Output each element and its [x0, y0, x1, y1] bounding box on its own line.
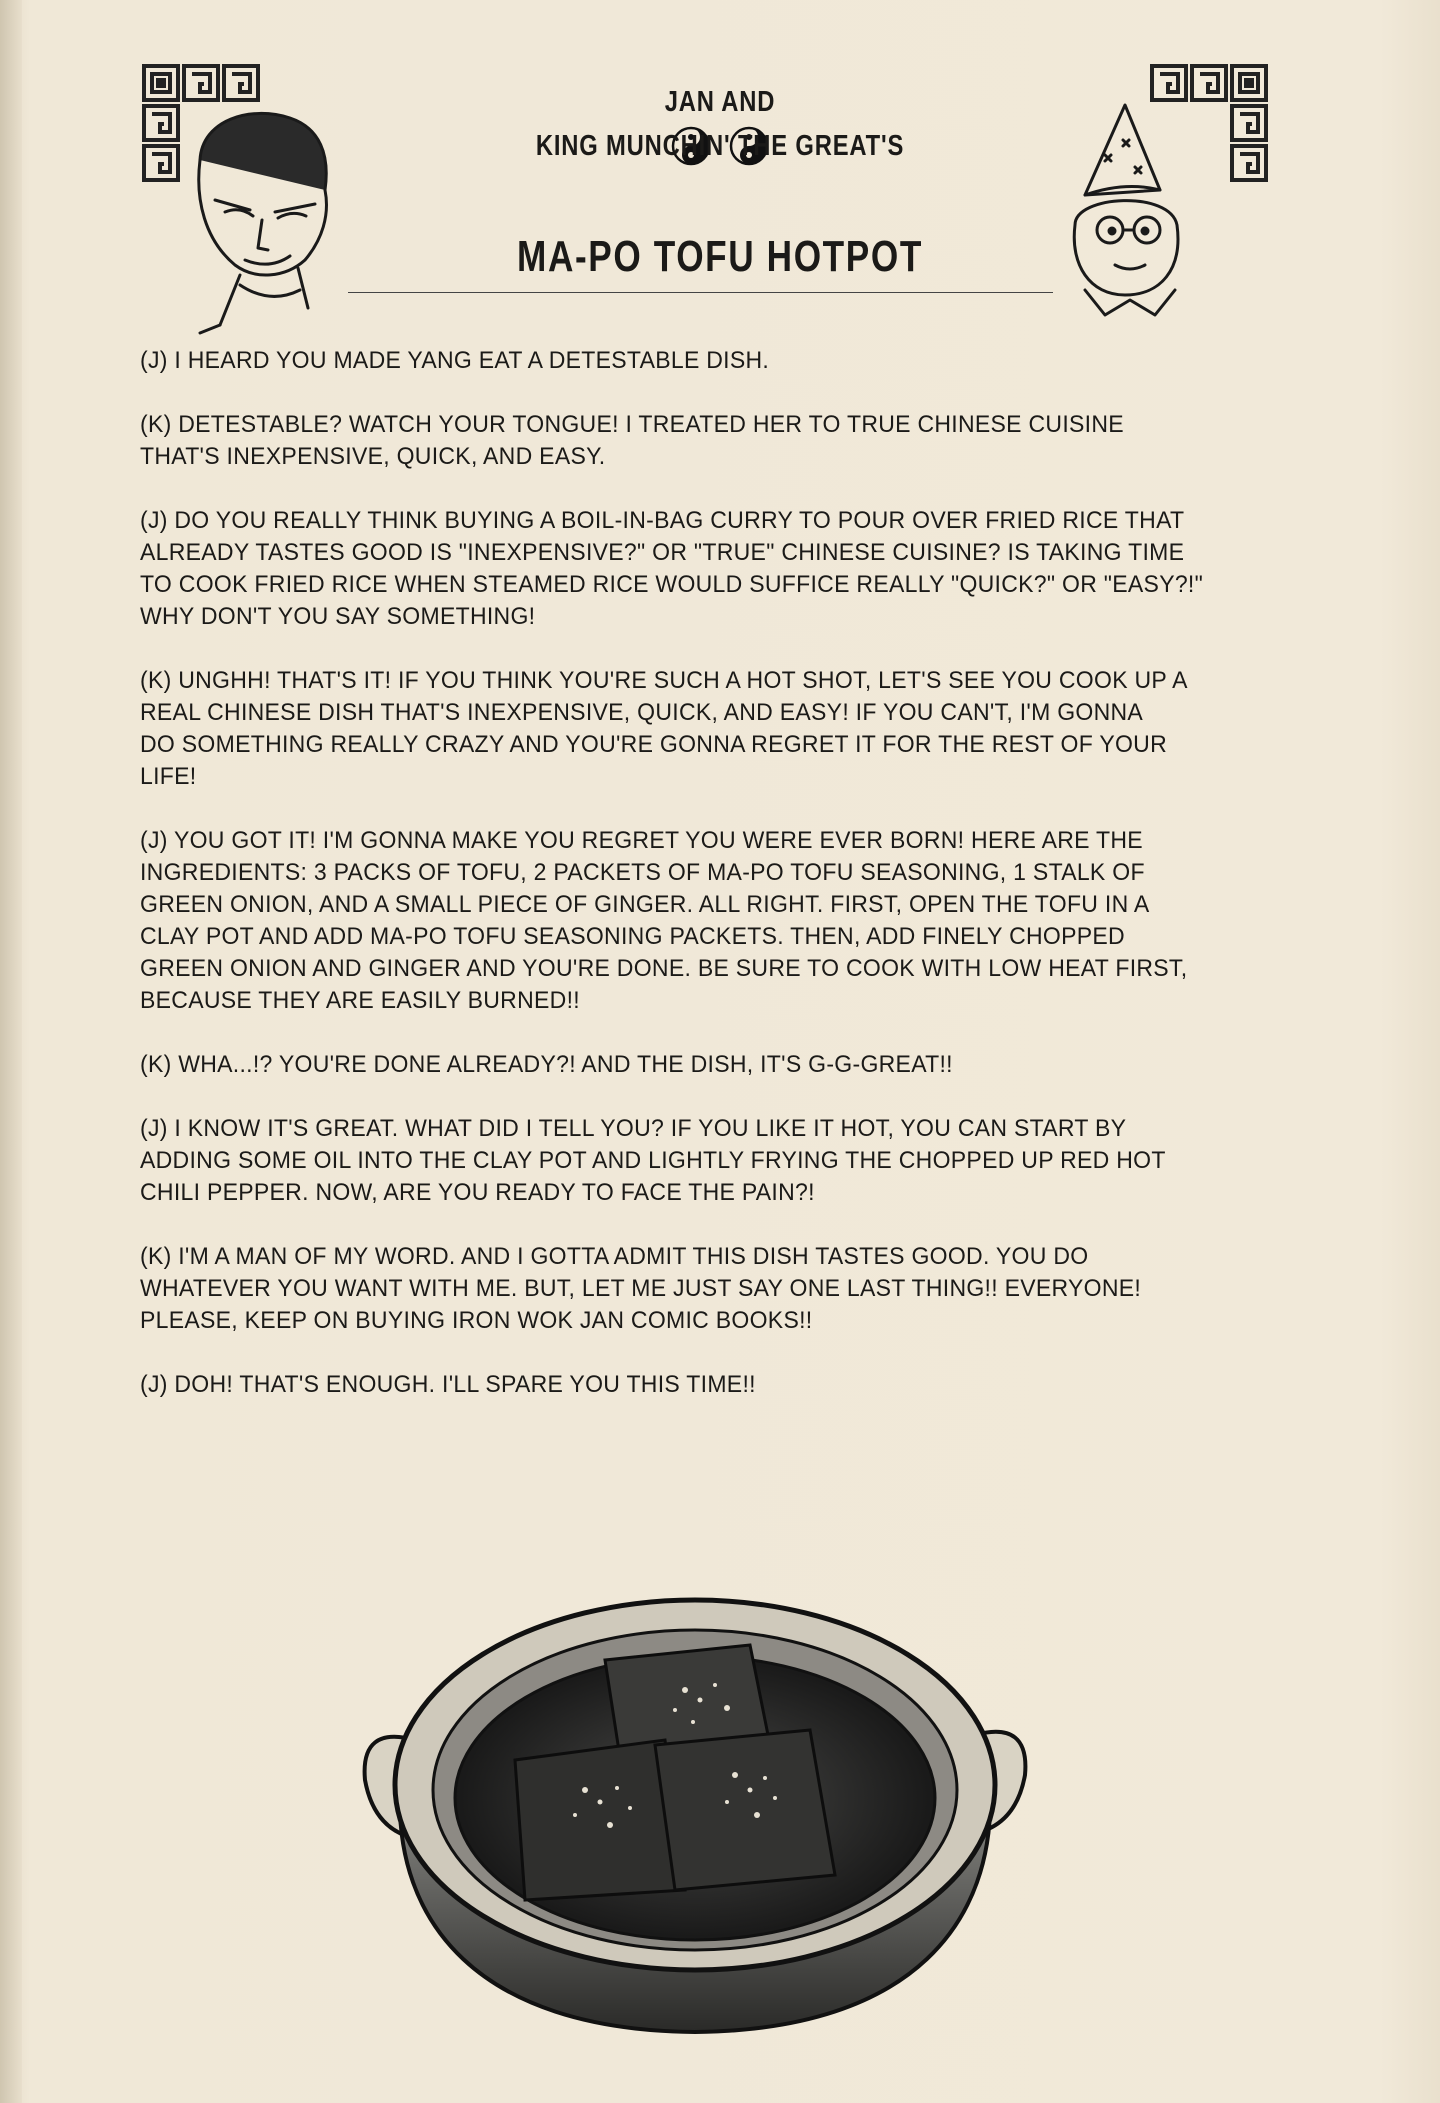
title-rule	[348, 292, 1053, 293]
dialog-paragraph: (K) I'M A MAN OF MY WORD. AND I GOTTA ADMIT THIS DISH TASTES GOOD. YOU DO WHATEVER YOU WANT WITH ME. BUT, LET ME JUST SAY ONE LAST THING!! EVERYONE! PLEASE, KEEP ON BUYING IRON WOK JAN COMIC BOOKS!!	[140, 1243, 1142, 1334]
dialog-paragraph: (K) UNGHH! THAT'S IT! IF YOU THINK YOU'RE SUCH A HOT SHOT, LET'S SEE YOU COOK UP A REAL CHINESE DISH THAT'S INEXPENSIVE, QUICK, AND EASY! IF YOU CAN'T, I'M GONNA DO SOMETHING REALLY CRAZY AND YOU'RE GONNA REGRET IT FOR THE REST OF YOUR LIFE!	[140, 667, 1188, 790]
dialog-paragraph: (K) WHA...!? YOU'RE DONE ALREADY?! AND THE DISH, IT'S G-G-GREAT!!	[140, 1051, 953, 1078]
dialog-paragraph: (J) DO YOU REALLY THINK BUYING A BOIL-IN-BAG CURRY TO POUR OVER FRIED RICE THAT ALREADY TASTES GOOD IS "INEXPENSIVE?" OR "TRUE" CHINESE CUISINE? IS TAKING TIME TO COOK FRIED RICE WHEN STEAMED RICE WOULD SUFFICE REALLY "QUICK?" OR "EASY?!" WHY DON'T YOU SAY SOMETHING!	[140, 507, 1204, 630]
dialog-paragraph: (J) DOH! THAT'S ENOUGH. I'LL SPARE YOU THIS TIME!!	[140, 1371, 756, 1398]
book-spine-shadow	[0, 0, 22, 2103]
dialog-body	[140, 345, 1340, 1433]
dialog-paragraph: (K) DETESTABLE? WATCH YOUR TONGUE! I TREATED HER TO TRUE CHINESE CUISINE THAT'S INEXPENSIVE, QUICK, AND EASY.	[140, 411, 1124, 470]
header-line-1: JAN AND	[664, 86, 776, 118]
clay-pot-illustration	[355, 1540, 1035, 2040]
header-line-2-row	[0, 124, 1440, 168]
page-title: MA-PO TOFU HOTPOT	[517, 232, 923, 281]
dialog-paragraph: (J) YOU GOT IT! I'M GONNA MAKE YOU REGRET YOU WERE EVER BORN! HERE ARE THE INGREDIENTS: 3 PACKS OF TOFU, 2 PACKETS OF MA-PO TOFU SEASONING, 1 STALK OF GREEN ONION, AND A SMALL PIECE OF GINGER. ALL RIGHT. FIRST, OPEN THE TOFU IN A CLAY POT AND ADD MA-PO TOFU SEASONING PACKETS. THEN, ADD FINELY CHOPPED GREEN ONION AND GINGER AND YOU'RE DONE. BE SURE TO COOK WITH LOW HEAT FIRST, BECAUSE THEY ARE EASILY BURNED!!	[140, 827, 1188, 1014]
dialog-paragraph: (J) I HEARD YOU MADE YANG EAT A DETESTABLE DISH.	[140, 347, 770, 374]
dialog-paragraph: (J) I KNOW IT'S GREAT. WHAT DID I TELL YOU? IF YOU LIKE IT HOT, YOU CAN START BY ADDING SOME OIL INTO THE CLAY POT AND LIGHTLY FRYING THE CHOPPED UP RED HOT CHILI PEPPER. NOW, ARE YOU READY TO FACE THE PAIN?!	[140, 1115, 1166, 1206]
header-line-2: KING MUNCHIN' THE GREAT'S	[535, 129, 905, 162]
